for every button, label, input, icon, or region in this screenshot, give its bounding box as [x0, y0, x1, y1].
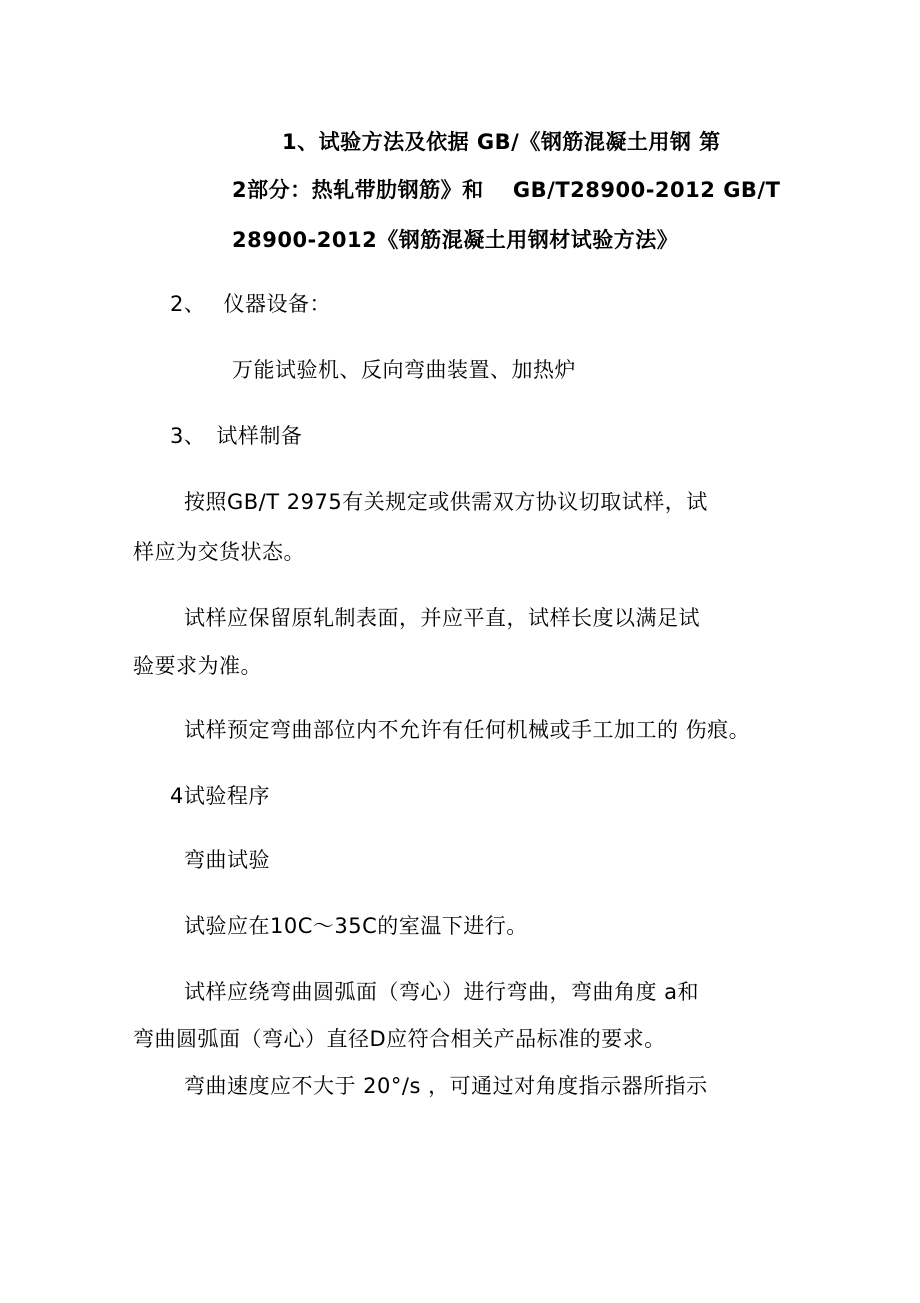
paragraph-1-line-1: 按照GB/T 2975有关规定或供需双方协议切取试样，试	[184, 490, 708, 514]
section-4-heading: 4试验程序	[170, 784, 270, 808]
section-4-subheading: 弯曲试验	[184, 848, 270, 872]
section-1-line-2: 2部分：热轧带肋钢筋》和 GB/T28900-2012 GB/T	[232, 178, 781, 202]
paragraph-4-line-1: 试验应在10C～35C的室温下进行。	[184, 914, 528, 938]
paragraph-2-line-2: 验要求为准。	[133, 654, 262, 678]
paragraph-1-line-2: 样应为交货状态。	[133, 540, 305, 564]
paragraph-5-line-2: 弯曲圆弧面（弯心）直径D应符合相关产品标准的要求。	[133, 1027, 666, 1051]
section-2-body: 万能试验机、反向弯曲装置、加热炉	[232, 358, 576, 382]
paragraph-3-line-1: 试样预定弯曲部位内不允许有任何机械或手工加工的 伤痕。	[184, 718, 751, 742]
section-1-line-3: 28900-2012《钢筋混凝土用钢材试验方法》	[232, 228, 679, 252]
section-2-heading: 2、 仪器设备：	[170, 292, 332, 316]
paragraph-5-line-1: 试样应绕弯曲圆弧面（弯心）进行弯曲，弯曲角度 a和	[184, 980, 700, 1004]
section-1-line-1: 1、试验方法及依据 GB/《钢筋混凝土用钢 第	[282, 130, 721, 154]
section-3-heading: 3、 试样制备	[170, 424, 303, 448]
paragraph-2-line-1: 试样应保留原轧制表面，并应平直，试样长度以满足试	[184, 606, 700, 630]
paragraph-6-line-1: 弯曲速度应不大于 20°/s ，可通过对角度指示器所指示	[184, 1074, 708, 1098]
